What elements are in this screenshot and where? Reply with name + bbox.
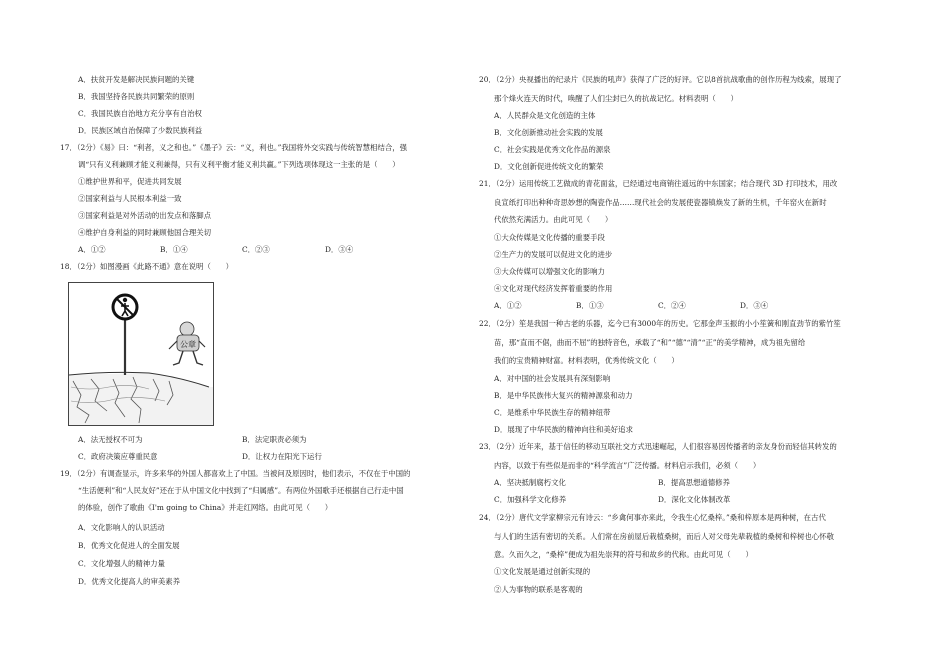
q20-stem-line1: 20．（2分）央视播出的纪录片《民族的吼声》获得了广泛的好评。它以8首抗战歌曲的创作历程为线索，展现了 xyxy=(479,75,842,84)
q18-stem: 18．（2分）如图漫画《此路不通》意在说明（ ） xyxy=(60,262,234,271)
q18-option-c[interactable]: C．政府决策应尊重民意 xyxy=(78,452,158,461)
q21-choice-b[interactable]: B．①③ xyxy=(576,301,604,310)
q17-choice-c[interactable]: C．②③ xyxy=(242,245,270,254)
q16-option-b[interactable]: B．我国坚持各民族共同繁荣的原则 xyxy=(78,92,195,101)
q22-option-b[interactable]: B．是中华民族伟大复兴的精神源泉和动力 xyxy=(494,391,633,400)
q22-option-d[interactable]: D．展现了中华民族的精神向往和美好追求 xyxy=(494,425,633,434)
q21-statement-2: ②生产力的发展可以促进文化的进步 xyxy=(494,250,613,259)
q21-choice-c[interactable]: C．②④ xyxy=(658,301,686,310)
q21-statement-3: ③大众传媒可以增强文化的影响力 xyxy=(494,267,605,276)
q22-option-c[interactable]: C．是维系中华民族生存的精神纽带 xyxy=(494,408,611,417)
q23-stem-line2: 内容，以致于有些似是而非的“科学流言”广泛传播。材料启示我们，必须（ ） xyxy=(494,461,761,470)
q17-choice-a[interactable]: A．①② xyxy=(78,245,106,254)
q23-option-c[interactable]: C．加强科学文化修养 xyxy=(494,495,567,504)
q18-option-b[interactable]: B．法定职责必须为 xyxy=(242,435,307,444)
q18-cartoon xyxy=(68,282,214,426)
q22-stem-line3: 我们的宝贵精神财富。材料表明，优秀传统文化（ ） xyxy=(494,356,679,365)
q24-statement-1: ①文化发展是通过创新实现的 xyxy=(494,567,591,576)
q22-stem-line1: 22．（2分）笙是我国一种古老的乐器，迄今已有3000年的历史。它那金声玉振的小小笙簧和刚直劲节的紫竹笙 xyxy=(479,319,841,328)
q19-option-a[interactable]: A．文化影响人的认识活动 xyxy=(78,523,165,532)
q21-statement-4: ④文化对现代经济发挥着重要的作用 xyxy=(494,284,613,293)
q24-stem-line2: 与人们的生活有密切的关系。人们常在房前屋后栽植桑树，而后人对父母先辈栽植的桑树和梓树也心怀敬 xyxy=(494,532,834,541)
q21-statement-1: ①大众传媒是文化传播的重要手段 xyxy=(494,233,605,242)
q16-option-a[interactable]: A．扶贫开发是解决民族问题的关键 xyxy=(78,75,195,84)
q20-option-a[interactable]: A．人民群众是文化创造的主体 xyxy=(494,111,596,120)
q19-stem-line1: 19．（2分）有调查显示，许多来华的外国人都喜欢上了中国。当被问及原因时，他们表示，不仅在于中国的 xyxy=(60,469,411,478)
q21-stem-line1: 21．（2分）运用传统工艺做成的青花面盆，已经通过电商销往遥远的中东国家；结合现代 3D 打印技术，用改 xyxy=(479,179,838,188)
stamp-label: 公章 xyxy=(180,340,196,349)
q22-option-a[interactable]: A．对中国的社会发展具有深刻影响 xyxy=(494,374,611,383)
q20-option-b[interactable]: B．文化创新推动社会实践的发展 xyxy=(494,128,603,137)
q17-statement-1: ①维护世界和平，促进共同发展 xyxy=(78,177,182,186)
q17-choice-b[interactable]: B．①④ xyxy=(160,245,188,254)
q23-option-b[interactable]: B．提高思想道德修养 xyxy=(658,478,730,487)
q17-statement-2: ②国家利益与人民根本利益一致 xyxy=(78,194,182,203)
q16-option-d[interactable]: D．民族区域自治保障了少数民族利益 xyxy=(78,126,203,135)
cartoon-illustration xyxy=(69,283,213,425)
q23-stem-line1: 23．（2分）近年来，基于信任的移动互联社交方式迅速崛起，人们很容易因传播者的亲友身份而轻信其转发的 xyxy=(479,442,837,451)
q20-option-d[interactable]: D．文化创新促进传统文化的繁荣 xyxy=(494,162,604,171)
q19-option-c[interactable]: C．文化增强人的精神力量 xyxy=(78,559,165,568)
q21-choice-a[interactable]: A．①② xyxy=(494,301,522,310)
q24-statement-2: ②人为事物的联系是客观的 xyxy=(494,585,583,594)
q20-stem-line2: 那个烽火连天的时代，唤醒了人们尘封已久的抗战记忆。材料表明（ ） xyxy=(494,94,738,103)
q21-stem-line2: 良宣纸打印出种种奇思妙想的陶瓷作品……现代社会的发展使瓷器镇焕发了新的生机，千年窑火在新时 xyxy=(494,198,827,207)
q19-stem-line2: “生活便利”和“人民友好”还在于从中国文化中找到了“归属感”。有两位外国歌手还根据自己行走中国 xyxy=(78,486,404,495)
q19-option-d[interactable]: D．优秀文化提高人的审美素养 xyxy=(78,577,181,586)
q18-option-d[interactable]: D．让权力在阳光下运行 xyxy=(242,452,322,461)
q17-stem-line1: 17．（2分）《易》曰：“利者，义之和也。”《墨子》云：“义，利也。”我国将外交实践与传统智慧相结合，强 xyxy=(60,143,408,152)
q24-stem-line3: 意。久而久之，“桑梓”便成为祖先崇拜的符号和故乡的代称。由此可见（ ） xyxy=(494,550,753,559)
q24-stem-line1: 24．（2分）唐代文学家柳宗元有诗云：“乡禽何事亦来此，令我生心忆桑梓。”桑和梓原本是两种树，在古代 xyxy=(479,513,826,522)
q17-statement-3: ③国家利益是对外活动的出发点和落脚点 xyxy=(78,211,212,220)
q16-option-c[interactable]: C．我国民族自治地方充分享有自治权 xyxy=(78,109,202,118)
q22-stem-line2: 苗，那“直而不倨，曲而不屈”的独特音色，承载了“和”“德”“清”“正”的美学精神，成为祖先留给 xyxy=(494,338,806,347)
q21-stem-line3: 代依然充满活力。由此可见（ ） xyxy=(494,215,613,224)
q17-choice-d[interactable]: D．③④ xyxy=(325,245,354,254)
q20-option-c[interactable]: C．社会实践是优秀文化作品的源泉 xyxy=(494,145,611,154)
q17-statement-4: ④维护自身利益的同时兼顾他国合理关切 xyxy=(78,228,212,237)
q21-choice-d[interactable]: D．③④ xyxy=(740,301,769,310)
q18-option-a[interactable]: A．法无授权不可为 xyxy=(78,435,143,444)
q19-option-b[interactable]: B．优秀文化促进人的全面发展 xyxy=(78,541,180,550)
q17-stem-line2: 调“只有义利兼顾才能义利兼得，只有义利平衡才能义利共赢。”下列选项体现这一主张的是（ ） xyxy=(78,160,400,169)
q23-option-a[interactable]: A．坚决抵制腐朽文化 xyxy=(494,478,566,487)
q23-option-d[interactable]: D．深化文化体制改革 xyxy=(658,495,731,504)
q19-stem-line3: 的体验，创作了歌曲《I'm going to China》并走红网络。由此可见（ ） xyxy=(78,503,333,512)
